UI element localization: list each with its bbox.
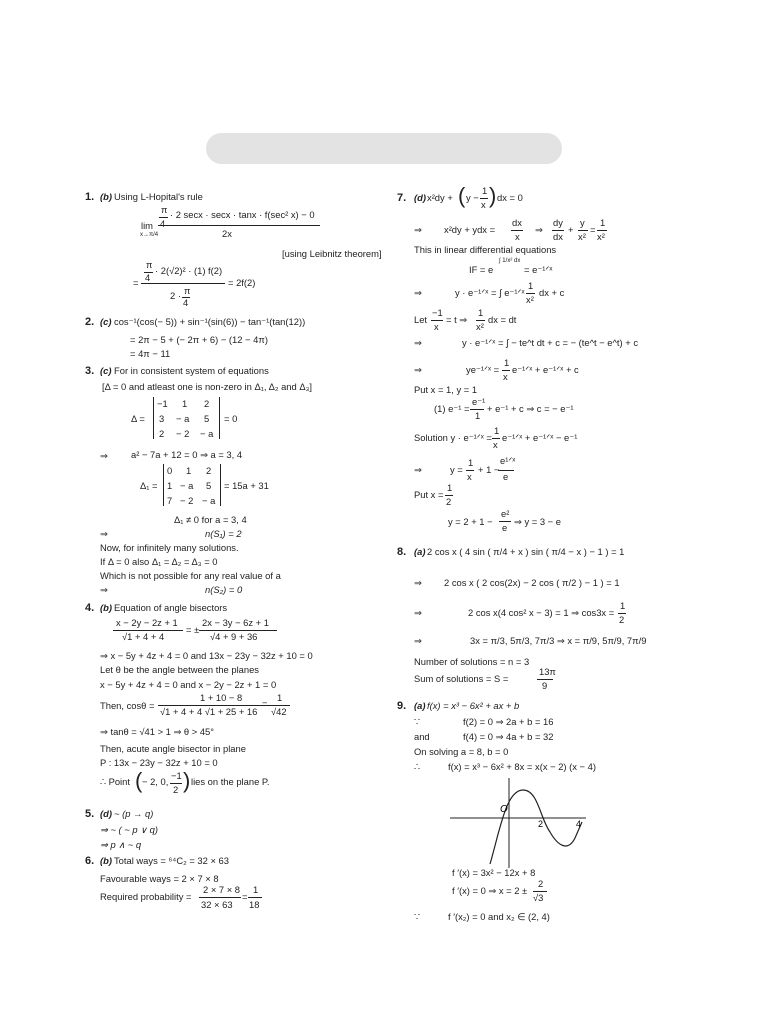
math-expression: y = 2 + 1 − xyxy=(448,516,493,527)
implies-arrow: ⇒ xyxy=(100,528,108,539)
math-expression: · 2(√2)² · (1) f(2) xyxy=(155,265,223,276)
matrix-cell: 1 xyxy=(182,398,188,409)
matrix-cell: 1 xyxy=(167,480,173,491)
question-number: 2. xyxy=(85,316,95,328)
fraction-numerator: 2x − 3y − 6z + 1 xyxy=(202,617,269,628)
solution-text: Required probability = xyxy=(100,891,192,902)
answer-option: (c) xyxy=(100,316,112,327)
matrix-cell: − 2 xyxy=(180,495,194,506)
math-expression: f(4) = 0 ⇒ 4a + b = 32 xyxy=(463,731,554,742)
math-expression: dx = dt xyxy=(488,314,517,325)
fraction-denominator: x² xyxy=(476,321,484,332)
solution-text: Then, acute angle bisector in plane xyxy=(100,743,246,754)
math-expression: dx = 0 xyxy=(497,192,523,203)
math-expression: 2 cos x ( 2 cos(2x) − 2 cos ( π/2 ) − 1 ) = 1 xyxy=(444,577,620,588)
math-expression: ⇒ ~ ( ~ p ∨ q) xyxy=(100,824,158,835)
answer-option: (d) xyxy=(414,192,426,203)
fraction-numerator: e⁻¹ xyxy=(472,396,486,407)
fraction-numerator: 13π xyxy=(539,666,556,677)
matrix-cell: 1 xyxy=(186,465,192,476)
math-expression: x²dy + ydx = xyxy=(444,224,496,235)
math-expression: f(x) = x³ − 6x² + ax + b xyxy=(427,700,520,711)
question-number: 3. xyxy=(85,365,95,377)
annotation: [using Leibnitz theorem] xyxy=(282,248,382,259)
equals-sign: = xyxy=(242,891,248,902)
math-expression: − 2, 0, xyxy=(142,776,169,787)
fraction-numerator: 1 xyxy=(447,482,453,493)
question-number: 9. xyxy=(397,700,407,712)
answer-option: (c) xyxy=(100,365,112,376)
fraction-denominator: 4 xyxy=(183,297,189,308)
fraction-denominator: √3 xyxy=(533,892,544,903)
fraction-denominator: dx xyxy=(553,231,563,242)
fraction-denominator: x xyxy=(434,321,439,332)
fraction-numerator: 1 xyxy=(468,457,474,468)
left-column: 1. (b) Using L-Hopital's rule lim x→π/4 π 4 · 2 secx · secx · tanx · f(sec² x) − 0 2x [using Leibnitz theorem] π 4 · 2(√2)² · (1) f(2) = 2 · π 4 = 2f(2) 2. (c) cos⁻¹(cos(− 5)) + sin⁻¹(sin(6)) − tan⁻¹(tan(12)) = 2π − 5 + (− 2π + 6) − (12 − 4π) = 4π − 11 3. (c) For in consistent system of equations [Δ = 0 and atleast one is non-zero in Δ₁, Δ₂ and Δ₃] Δ = −1 1 2 3 − a 5 2 − 2 − a = 0 ⇒ a² − 7a + 12 = 0 ⇒ a = 3, 4 Δ₁ = 0 1 2 1 − a 5 7 − 2 − a = 15a + 31 Δ₁ ≠ 0 for a = 3, 4 ⇒ n(S₁) = 2 Now, for infinitely many solutions. If Δ = 0 also Δ₁ = Δ₂ = Δ₃ = 0 Which is not possible for any real value of a ⇒ n(S₂) = 0 4. (b) Equation of angle bisectors x − 2y − 2z + 1 √1 + 4 + 4 = ± 2x − 3y − 6z + 1 √4 + 9 + 36 ⇒ x − 5y + 4z + 4 = 0 and 13x − 23y − 32z + 10 = 0 Let θ be the angle between the planes x − 5y + 4z + 4 = 0 and x − 2y − 2z + 1 = 0 Then, cosθ = 1 + 10 − 8 √1 + 4 + 4 √1 + 25 + 16 = 1 √42 ⇒ tanθ = √41 > 1 ⇒ θ > 45° Then, acute angle bisector in plane P : 13x − 23y − 32z + 10 = 0 ∴ Point ( − 2, 0, −1 2 ) lies on the plane P. 5. (d) ~ (p → q) ⇒ ~ ( ~ p ∨ q) ⇒ p ∧ ~ q 6. (b) Total ways = ⁶⁴C₂ = 32 × 63 Favourable ways = 2 × 7 × 8 Required probability = 2 × 7 × 8 32 × 63 = 1 18 xyxy=(85,191,382,910)
fraction-denominator: x xyxy=(481,199,486,210)
answer-option: (d) xyxy=(100,808,112,819)
solution-text: Favourable ways = 2 × 7 × 8 xyxy=(100,873,219,884)
fraction-numerator: −1 xyxy=(432,307,443,318)
question-number: 1. xyxy=(85,191,95,203)
limit-subscript: x→π/4 xyxy=(140,232,159,238)
therefore-symbol: ∴ xyxy=(414,761,420,772)
fraction-denominator: x xyxy=(503,371,508,382)
implies-arrow: ⇒ xyxy=(100,450,108,461)
fraction-denominator: 9 xyxy=(542,680,548,691)
math-expression: + 1 − xyxy=(478,464,500,475)
fraction-numerator: e¹ᐟˣ xyxy=(500,455,516,466)
fraction-numerator: y xyxy=(580,217,585,228)
because-symbol: ∵ xyxy=(414,911,420,922)
answer-option: (b) xyxy=(100,191,112,202)
math-expression: e⁻¹ᐟˣ + e⁻¹ᐟˣ − e⁻¹ xyxy=(502,432,578,443)
fraction-numerator: 1 xyxy=(528,280,534,291)
math-expression: 2 cos x(4 cos² x − 3) = 1 ⇒ cos3x = xyxy=(468,607,615,618)
limit-label: lim xyxy=(141,220,153,231)
answer-option: (b) xyxy=(100,602,112,613)
solution-text: Number of solutions = n = 3 xyxy=(414,656,530,667)
math-expression: x²dy + xyxy=(427,192,453,203)
matrix-cell: 2 xyxy=(206,465,212,476)
math-expression: ⇒ x − 5y + 4z + 4 = 0 and 13x − 23y − 32z + 10 = 0 xyxy=(100,650,313,661)
fraction-numerator: 1 xyxy=(620,600,626,611)
math-expression: P : 13x − 23y − 32z + 10 = 0 xyxy=(100,757,218,768)
math-expression: ~ (p → q) xyxy=(114,808,154,819)
matrix-cell: − 2 xyxy=(176,428,190,439)
matrix-cell: − a xyxy=(200,428,214,439)
equals-sign: = xyxy=(133,277,139,288)
math-expression: e⁻¹ᐟˣ + e⁻¹ᐟˣ + c xyxy=(512,364,579,375)
fraction-numerator: 2 xyxy=(538,878,544,889)
math-expression: y · e⁻¹ᐟˣ = ∫ e⁻¹ᐟˣ · xyxy=(455,287,531,298)
math-expression: dx + c xyxy=(539,287,565,298)
implies-arrow: ⇒ xyxy=(414,577,422,588)
math-expression: ⇒ p ∧ ~ q xyxy=(100,839,142,850)
fraction-denominator: x xyxy=(467,471,472,482)
fraction-numerator: 1 xyxy=(253,884,259,895)
answer-option: (a) xyxy=(414,700,426,711)
matrix-cell: 2 xyxy=(204,398,210,409)
implies-arrow: ⇒ xyxy=(414,607,422,618)
solution-text: Now, for infinitely many solutions. xyxy=(100,542,239,553)
solution-text: Let xyxy=(414,314,428,325)
fraction-numerator: dy xyxy=(553,217,563,228)
fraction-denominator: 4 xyxy=(160,218,166,229)
math-expression: f ′(x) = 3x² − 12x + 8 xyxy=(452,867,536,878)
math-expression: y · e⁻¹ᐟˣ = ∫ − te^t dt + c = − (te^t − e^t) + c xyxy=(462,337,639,348)
right-column: 7. (d) x²dy + ( y − 1 x ) dx = 0 ⇒ x²dy + ydx = dx x ⇒ dy dx + y x² = 1 x² This in linear differential equations IF = e ∫ 1/x² dx = e⁻¹ᐟˣ ⇒ y · e⁻¹ᐟˣ = ∫ e⁻¹ᐟˣ · 1 x² dx + c Let −1 x = t ⇒ 1 x² dx = dt ⇒ y · e⁻¹ᐟˣ = ∫ − te^t dt + c = − (te^t − e^t) + c ⇒ ye⁻¹ᐟˣ = 1 x e⁻¹ᐟˣ + e⁻¹ᐟˣ + c Put x = 1, y = 1 (1) e⁻¹ = e⁻¹ 1 + e⁻¹ + c ⇒ c = − e⁻¹ Solution y · e⁻¹ᐟˣ = 1 x e⁻¹ᐟˣ + e⁻¹ᐟˣ − e⁻¹ ⇒ y = 1 x + 1 − e¹ᐟˣ e Put x = 1 2 y = 2 + 1 − e² e ⇒ y = 3 − e 8. (a) 2 cos x ( 4 sin ( π/4 + x ) sin ( π/4 − x ) − 1 ) = 1 ⇒ 2 cos x ( 2 cos(2x) − 2 cos ( π/2 ) − 1 ) = 1 ⇒ 2 cos x(4 cos² x − 3) = 1 ⇒ cos3x = 1 2 ⇒ 3x = π/3, 5π/3, 7π/3 ⇒ x = π/9, 5π/9, 7π/9 Number of solutions = n = 3 Sum of solutions = S = 13π 9 9. (a) f(x) = x³ − 6x² + ax + b ∵ f(2) = 0 ⇒ 2a + b = 16 and f(4) = 0 ⇒ 4a + b = 32 On solving a = 8, b = 0 ∴ f(x) = x³ − 6x² + 8x = x(x − 2) (x − 4) O 2 4 f ′(x) = 3x² − 12x + 8 f ′(x) = 0 ⇒ x = 2 ± 2 √3 ∵ f ′(x₂) = 0 and x₂ ∈ (2, 4) xyxy=(397,183,647,922)
solution-text: Put x = xyxy=(414,489,444,500)
answer-option: (b) xyxy=(100,855,112,866)
math-expression: ⇒ tanθ = √41 > 1 ⇒ θ > 45° xyxy=(100,726,215,737)
fraction-denominator: √1 + 4 + 4 √1 + 25 + 16 xyxy=(160,706,258,717)
fraction-numerator: 1 xyxy=(504,357,510,368)
math-expression: = e⁻¹ᐟˣ xyxy=(524,264,553,275)
equals-sign: = xyxy=(590,224,596,235)
matrix-cell: −1 xyxy=(157,398,168,409)
solution-text: On solving a = 8, b = 0 xyxy=(414,746,509,757)
math-expression: Δ = xyxy=(131,413,145,424)
matrix-cell: 7 xyxy=(167,495,173,506)
math-expression: f(2) = 0 ⇒ 2a + b = 16 xyxy=(463,716,554,727)
matrix-cell: − a xyxy=(180,480,194,491)
fraction-numerator: π xyxy=(146,259,153,270)
tick-label-4: 4 xyxy=(576,819,582,829)
math-expression: ∫ 1/x² dx xyxy=(499,258,521,264)
fraction-numerator: dx xyxy=(512,217,522,228)
math-expression: 2x xyxy=(222,228,232,239)
math-expression: = ± xyxy=(186,624,200,635)
fraction-denominator: x² xyxy=(578,231,586,242)
math-expression: f ′(x₂) = 0 and x₂ ∈ (2, 4) xyxy=(448,911,550,922)
solution-text: lies on the plane P. xyxy=(191,776,270,787)
math-expression: Δ₁ = xyxy=(140,480,158,491)
fraction-denominator: 1 xyxy=(475,410,481,421)
solution-text: This in linear differential equations xyxy=(414,244,557,255)
matrix-cell: 2 xyxy=(159,428,165,439)
matrix-cell: 0 xyxy=(167,465,173,476)
fraction-denominator: 32 × 63 xyxy=(201,899,233,910)
solution-text: Using L-Hopital's rule xyxy=(114,191,203,202)
fraction-numerator: π xyxy=(184,285,191,296)
answer-option: (a) xyxy=(414,546,426,557)
math-expression: 2 · xyxy=(170,290,181,301)
solution-text: Put x = 1, y = 1 xyxy=(414,384,478,395)
math-expression: ⇒ y = 3 − e xyxy=(514,516,561,527)
implies-arrow: ⇒ xyxy=(100,584,108,595)
fraction-numerator: e² xyxy=(501,508,510,519)
fraction-denominator: x xyxy=(493,439,498,450)
fraction-denominator: √1 + 4 + 4 xyxy=(122,631,165,642)
math-expression: + e⁻¹ + c ⇒ c = − e⁻¹ xyxy=(487,403,574,414)
math-expression: y − xyxy=(466,192,479,203)
question-number: 6. xyxy=(85,855,95,867)
math-expression: f ′(x) = 0 ⇒ x = 2 ± xyxy=(452,885,528,896)
solution-text: and xyxy=(414,731,430,742)
tick-label-2: 2 xyxy=(538,819,544,829)
fraction-numerator: 1 xyxy=(478,307,484,318)
math-expression: = 2π − 5 + (− 2π + 6) − (12 − 4π) xyxy=(130,334,268,345)
math-expression: cos⁻¹(cos(− 5)) + sin⁻¹(sin(6)) − tan⁻¹(tan(12)) xyxy=(114,316,306,327)
fraction-denominator: √4 + 9 + 36 xyxy=(210,631,258,642)
math-expression: n(S₁) = 2 xyxy=(205,528,242,539)
matrix-cell: 5 xyxy=(204,413,210,424)
implies-arrow: ⇒ xyxy=(414,464,422,475)
fraction-denominator: 18 xyxy=(249,899,260,910)
math-expression: f(x) = x³ − 6x² + 8x = x(x − 2) (x − 4) xyxy=(448,761,596,772)
math-expression: = 0 xyxy=(224,413,238,424)
question-number: 4. xyxy=(85,602,95,614)
question-number: 8. xyxy=(397,546,407,558)
math-result: = 2f(2) xyxy=(228,277,256,288)
fraction-numerator: 1 xyxy=(600,217,606,228)
curve-line xyxy=(490,790,582,864)
math-expression: x − 5y + 4z + 4 = 0 and x − 2y − 2z + 1 = 0 xyxy=(100,679,277,690)
because-symbol: ∵ xyxy=(414,716,420,727)
matrix-cell: − a xyxy=(202,495,216,506)
solution-text: If Δ = 0 also Δ₁ = Δ₂ = Δ₃ = 0 xyxy=(100,556,218,567)
math-expression: = t ⇒ xyxy=(446,314,468,325)
math-expression: 3x = π/3, 5π/3, 7π/3 ⇒ x = π/9, 5π/9, 7π/9 xyxy=(470,635,647,646)
fraction-denominator: √42 xyxy=(271,706,287,717)
fraction-denominator: x² xyxy=(526,294,534,305)
question-number: 5. xyxy=(85,808,95,820)
math-expression: Δ₁ ≠ 0 for a = 3, 4 xyxy=(174,514,247,525)
math-expression: n(S₂) = 0 xyxy=(205,584,243,595)
fraction-denominator: 4 xyxy=(145,272,151,283)
implies-arrow: ⇒ xyxy=(535,224,543,235)
solution-text: Let θ be the angle between the planes xyxy=(100,664,259,675)
implies-arrow: ⇒ xyxy=(414,224,422,235)
solution-text: ∴ Point xyxy=(100,776,130,787)
implies-arrow: ⇒ xyxy=(414,364,422,375)
fraction-denominator: e xyxy=(503,471,509,482)
math-expression: a² − 7a + 12 = 0 ⇒ a = 3, 4 xyxy=(131,449,243,460)
math-expression: IF = e xyxy=(469,264,494,275)
solution-text: Then, cosθ = xyxy=(100,700,155,711)
implies-arrow: ⇒ xyxy=(414,337,422,348)
solution-text: Solution y · e⁻¹ᐟˣ = xyxy=(414,432,492,443)
math-expression: ye⁻¹ᐟˣ = xyxy=(466,364,500,375)
math-expression: (1) e⁻¹ = xyxy=(434,403,470,414)
matrix-cell: 3 xyxy=(159,413,165,424)
fraction-numerator: 1 xyxy=(277,692,283,703)
question-number: 7. xyxy=(397,192,407,204)
matrix-cell: 5 xyxy=(206,480,212,491)
fraction-numerator: x − 2y − 2z + 1 xyxy=(116,617,178,628)
solution-text: [Δ = 0 and atleast one is non-zero in Δ₁, Δ₂ and Δ₃] xyxy=(102,381,313,392)
fraction-denominator: e xyxy=(502,522,508,533)
math-expression: y = xyxy=(450,464,463,475)
fraction-denominator: x xyxy=(515,231,520,242)
fraction-numerator: 1 + 10 − 8 xyxy=(200,692,243,703)
fraction-numerator: 2 × 7 × 8 xyxy=(203,884,241,895)
fraction-denominator: 2 xyxy=(619,614,625,625)
fraction-numerator: −1 xyxy=(171,770,182,781)
math-expression: = 4π − 11 xyxy=(130,348,171,359)
math-expression: + xyxy=(568,224,574,235)
matrix-cell: − a xyxy=(176,413,190,424)
implies-arrow: ⇒ xyxy=(414,635,422,646)
solution-text: Total ways = ⁶⁴C₂ = 32 × 63 xyxy=(114,855,229,866)
solution-text: For in consistent system of equations xyxy=(114,365,269,376)
math-expression: = 15a + 31 xyxy=(224,480,269,491)
fraction-numerator: 1 xyxy=(482,185,488,196)
solution-text: Equation of angle bisectors xyxy=(114,602,228,613)
origin-label: O xyxy=(500,804,508,815)
fraction-denominator: 2 xyxy=(173,784,179,795)
math-expression: 2 cos x ( 4 sin ( π/4 + x ) sin ( π/4 − x ) − 1 ) = 1 xyxy=(427,546,625,557)
fraction-numerator: π xyxy=(161,204,168,215)
equals-sign: = xyxy=(262,698,268,709)
math-expression: · 2 secx · secx · tanx · f(sec² x) − 0 xyxy=(170,209,315,220)
solution-text: Which is not possible for any real value of a xyxy=(100,570,281,581)
fraction-numerator: 1 xyxy=(494,425,500,436)
solution-text: Sum of solutions = S = xyxy=(414,673,509,684)
implies-arrow: ⇒ xyxy=(414,287,422,298)
cubic-function-graph xyxy=(448,770,588,870)
fraction-denominator: 2 xyxy=(446,496,452,507)
fraction-denominator: x² xyxy=(597,231,605,242)
